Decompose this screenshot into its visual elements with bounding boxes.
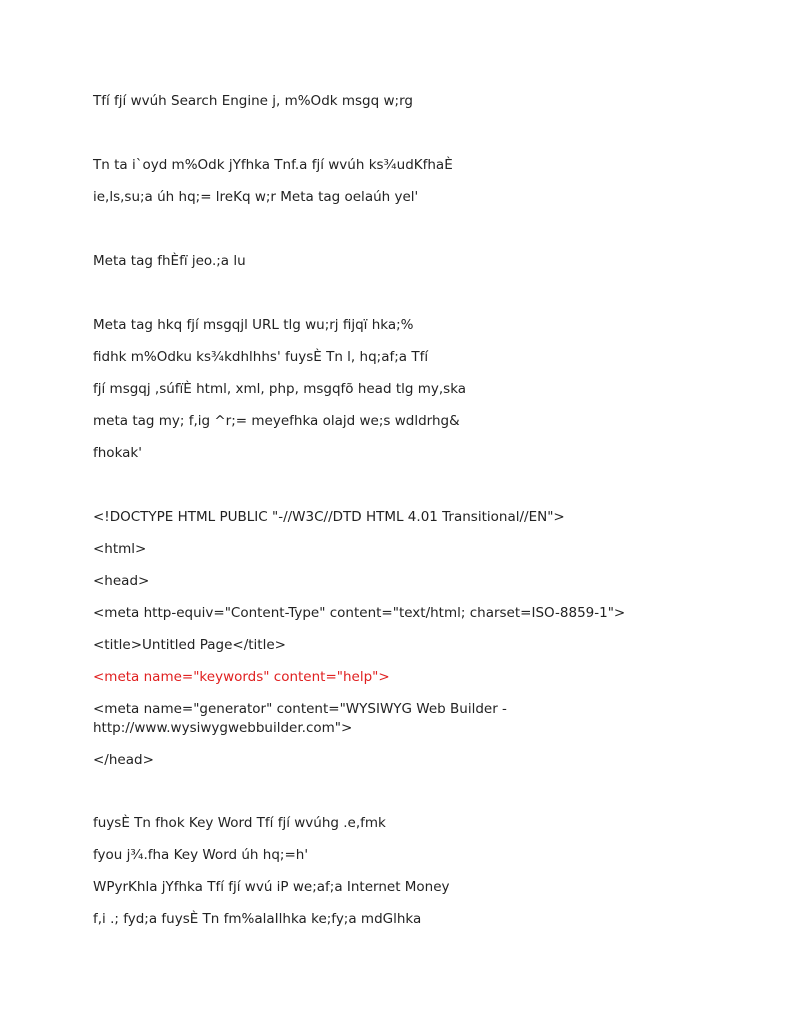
paragraph-meta-usage-line2: fidhk m%Odku ks¾kdhlhhs' fuysÈ Tn l, hq;af;a Tfí xyxy=(93,349,429,365)
paragraph-keyword-line1: fuysÈ Tn fhok Key Word Tfí fjí wvúhg .e,fmk xyxy=(93,815,386,831)
paragraph-meta-intro-line2: ie,ls,su;a úh hq;= lreKq w;r Meta tag oelaúh yel' xyxy=(93,189,419,205)
code-doctype: <!DOCTYPE HTML PUBLIC "-//W3C//DTD HTML 4.01 Transitional//EN"> xyxy=(93,509,565,525)
code-head-close: </head> xyxy=(93,752,154,768)
paragraph-meta-usage-line5: fhokak' xyxy=(93,445,142,461)
section-heading-meta-tag: Meta tag fhÈfï jeo.;a lu xyxy=(93,253,246,269)
paragraph-meta-intro-line1: Tn ta i`oyd m%Odk jYfhka Tnf.a fjí wvúh ks¾udKfhaÈ xyxy=(93,157,453,173)
code-meta-keywords-highlighted: <meta name="keywords" content="help"> xyxy=(93,669,390,685)
paragraph-search-engine: Tfí fjí wvúh Search Engine j, m%Odk msgq w;rg xyxy=(93,93,413,109)
code-meta-generator-line1: <meta name="generator" content="WYSIWYG Web Builder - xyxy=(93,701,507,717)
paragraph-meta-usage-line3: fjí msgqj ,súfïÈ html, xml, php, msgqfõ head tlg my,ska xyxy=(93,381,467,397)
code-meta-generator-line2: http://www.wysiwygwebbuilder.com"> xyxy=(93,720,353,736)
paragraph-meta-usage-line1: Meta tag hkq fjí msgqjl URL tlg wu;rj fijqï hka;% xyxy=(93,317,414,333)
code-meta-content-type: <meta http-equiv="Content-Type" content="text/html; charset=ISO-8859-1"> xyxy=(93,605,626,621)
code-head-open: <head> xyxy=(93,573,150,589)
paragraph-keyword-line3: WPyrKhla jYfhka Tfí fjí wvú iP we;af;a Internet Money xyxy=(93,879,450,895)
paragraph-meta-usage-line4: meta tag my; f,ig ^r;= meyefhka olajd we;s wdldrhg& xyxy=(93,413,460,429)
code-title: <title>Untitled Page</title> xyxy=(93,637,286,653)
paragraph-keyword-line2: fyou j¾.fha Key Word úh hq;=h' xyxy=(93,847,309,863)
code-html-open: <html> xyxy=(93,541,147,557)
paragraph-keyword-line4: f,i .; fyd;a fuysÈ Tn fm%alaIlhka ke;fy;a mdGlhka xyxy=(93,911,422,927)
